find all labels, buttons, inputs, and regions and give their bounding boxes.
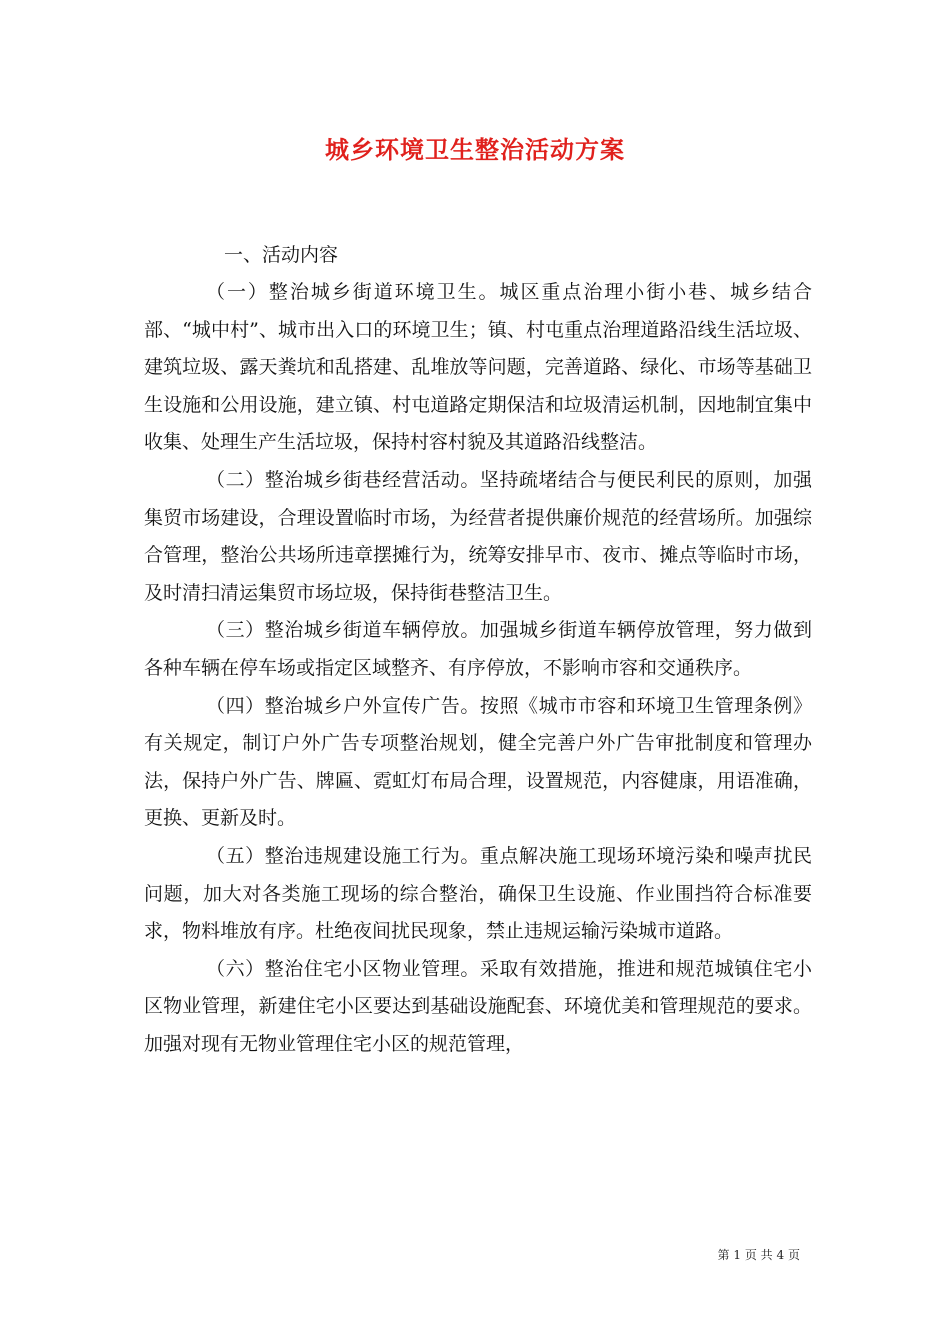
- paragraph-1: （一）整治城乡街道环境卫生。城区重点治理小街小巷、城乡结合部、“城中村”、城市出入口的环境卫生；镇、村屯重点治理道路沿线生活垃圾、建筑垃圾、露天粪坑和乱搭建、乱堆放等问题，完善道路、绿化、市场等基础卫生设施和公用设施，建立镇、村屯道路定期保洁和垃圾清运机制，因地制宜集中收集、处理生产生活垃圾，保持村容村貌及其道路沿线整洁。: [144, 281, 812, 454]
- document-body: [144, 236, 812, 1063]
- paragraph-5: （五）整治违规建设施工行为。重点解决施工现场环境污染和噪声扰民问题，加大对各类施工现场的综合整治，确保卫生设施、作业围挡符合标准要求，物料堆放有序。杜绝夜间扰民现象，禁止违规运输污染城市道路。: [144, 844, 812, 943]
- page-footer: [718, 1247, 800, 1263]
- paragraph-3: （三）整治城乡街道车辆停放。加强城乡街道车辆停放管理，努力做到各种车辆在停车场或指定区域整齐、有序停放，不影响市容和交通秩序。: [144, 619, 812, 679]
- paragraph-2: （二）整治城乡街巷经营活动。坚持疏堵结合与便民利民的原则，加强集贸市场建设，合理设置临时市场，为经营者提供廉价规范的经营场所。加强综合管理，整治公共场所违章摆摊行为，统筹安排早市、夜市、摊点等临时市场，及时清扫清运集贸市场垃圾，保持街巷整洁卫生。: [144, 468, 812, 604]
- paragraph-6: （六）整治住宅小区物业管理。采取有效措施，推进和规范城镇住宅小区物业管理，新建住宅小区要达到基础设施配套、环境优美和管理规范的要求。加强对现有无物业管理住宅小区的规范管理，: [144, 957, 812, 1055]
- footer-current-page: 1: [733, 1248, 742, 1262]
- footer-mid: 页 共: [744, 1248, 773, 1262]
- footer-total-pages: 4: [776, 1248, 785, 1262]
- section-heading: 一、活动内容: [224, 244, 339, 266]
- document-title: 城乡环境卫生整治活动方案: [325, 135, 625, 164]
- footer-suffix: 页: [787, 1248, 800, 1262]
- footer-prefix: 第: [717, 1248, 730, 1262]
- paragraph-4: （四）整治城乡户外宣传广告。按照《城市市容和环境卫生管理条例》有关规定，制订户外广告专项整治规划，健全完善户外广告审批制度和管理办法，保持户外广告、牌匾、霓虹灯布局合理，设置规范，内容健康，用语准确，更换、更新及时。: [144, 694, 812, 830]
